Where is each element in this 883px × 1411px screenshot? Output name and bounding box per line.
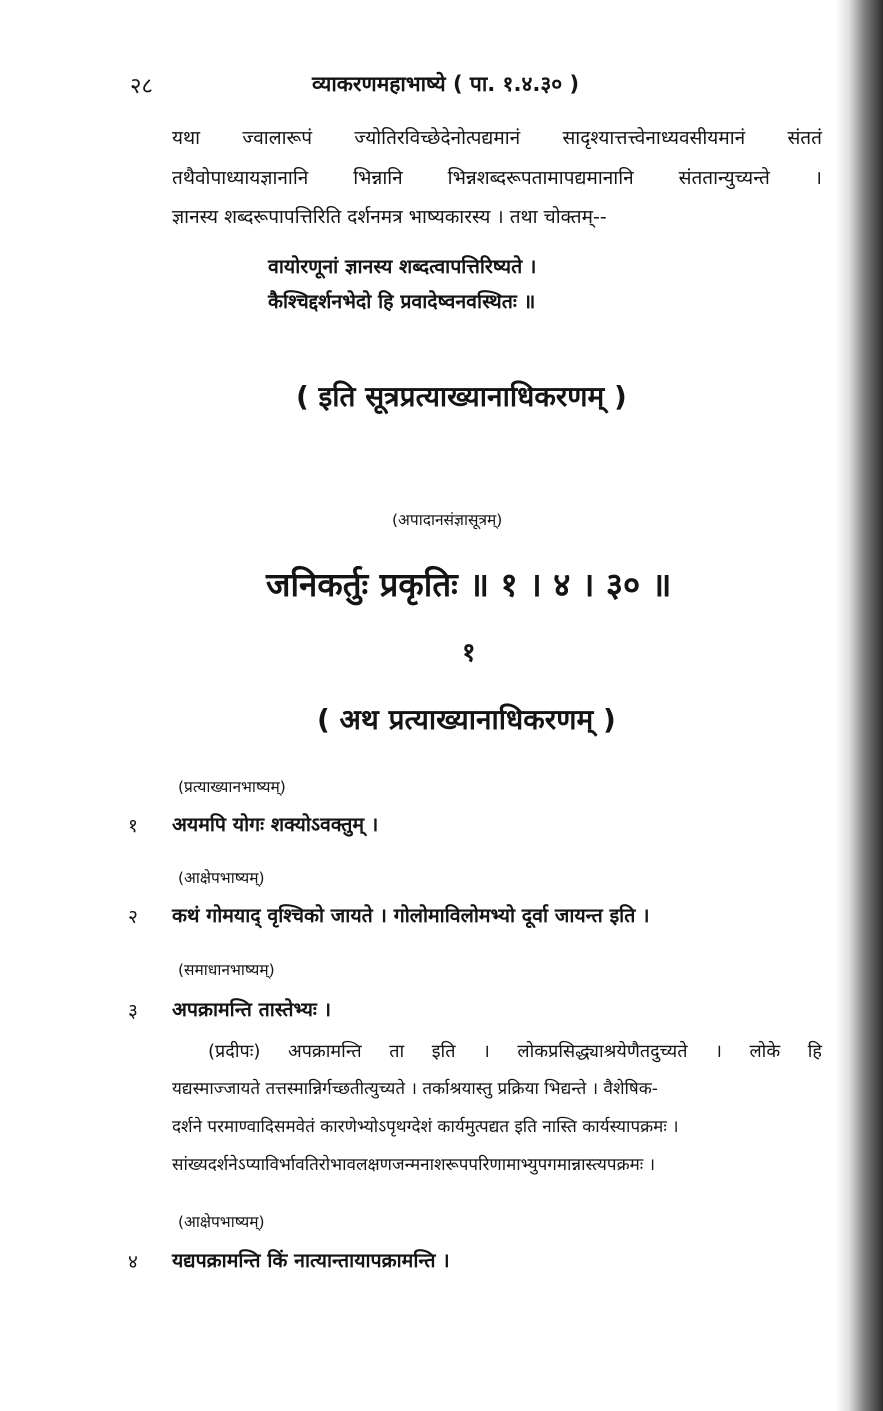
word: ता bbox=[389, 1041, 405, 1062]
verse-line-2: कैश्चिद्दर्शनभेदो हि प्रवादेष्वनवस्थितः ॥ bbox=[268, 290, 536, 313]
word: यथा bbox=[172, 127, 201, 149]
sutra-index: १ bbox=[462, 638, 476, 668]
entry-text: यद्यपक्रामन्ति किं नात्यान्तायापक्रामन्ति । bbox=[172, 1249, 450, 1272]
entry-number: २ bbox=[128, 906, 138, 928]
word: अपक्रामन्ति bbox=[287, 1041, 362, 1062]
entry-text: अयमपि योगः शक्योऽवक्तुम् । bbox=[172, 813, 379, 836]
word: ज्वालारूपं bbox=[242, 127, 313, 149]
intro-line-3 bbox=[172, 203, 822, 229]
verse-line-1: वायोरणूनां ज्ञानस्य शब्दत्वापत्तिरिष्यते । bbox=[268, 255, 537, 278]
sutra-label: (अपादानसंज्ञासूत्रम्) bbox=[392, 511, 503, 529]
word: लोकप्रसिद्ध्याश्रयेणैतदुच्यते bbox=[517, 1041, 688, 1062]
word: भिन्नशब्दरूपतामापद्यमानानि bbox=[447, 167, 634, 189]
entry-number: ४ bbox=[128, 1251, 138, 1273]
word: सादृश्यात्तत्त्वेनाध्यवसीयमानं bbox=[562, 127, 746, 149]
word: भिन्नानि bbox=[353, 167, 403, 189]
entry-label: (आक्षेपभाष्यम्) bbox=[178, 1213, 265, 1231]
word: (प्रदीपः) bbox=[208, 1041, 261, 1062]
section-start-heading: ( अथ प्रत्याख्यानाधिकरणम् ) bbox=[317, 703, 616, 736]
word: लोके bbox=[749, 1041, 781, 1062]
entry-number: १ bbox=[128, 815, 138, 837]
entry-text: कथं गोमयाद् वृश्चिको जायते । गोलोमाविलोमभ्यो दूर्वा जायन्त इति । bbox=[172, 904, 650, 927]
word: । bbox=[483, 1041, 490, 1062]
sutra-title: जनिकर्तुः प्रकृतिः ॥ १ । ४ । ३० ॥ bbox=[266, 565, 672, 604]
scan-page-edge bbox=[835, 0, 883, 1411]
word: हि bbox=[807, 1041, 822, 1062]
word: संततान्युच्यन्ते bbox=[678, 167, 770, 189]
word: संततं bbox=[787, 127, 822, 149]
pradipa-line-1 bbox=[208, 1039, 822, 1063]
word: । bbox=[715, 1041, 722, 1062]
intro-line-2 bbox=[172, 164, 822, 190]
pradipa-line-3: दर्शने परमाण्वादिसमवेतं कारणेभ्योऽपृथग्देशं कार्यमुत्पद्यत इति नास्ति कार्यस्यापक्रमः । bbox=[172, 1117, 679, 1137]
word: ज्योतिरविच्छेदेनोत्पद्यमानं bbox=[354, 127, 521, 149]
entry-number: ३ bbox=[128, 1000, 138, 1022]
pradipa-line-2: यद्यस्माज्जायते तत्तस्मान्निर्गच्छतीत्युच्यते । तर्काश्रयास्तु प्रक्रिया भिद्यन्ते । वैशेषिक- bbox=[172, 1079, 658, 1099]
running-title: व्याकरणमहाभाष्ये ( पा. १.४.३० ) bbox=[312, 72, 580, 96]
entry-label: (समाधानभाष्यम्) bbox=[178, 961, 275, 979]
pradipa-line-4: सांख्यदर्शनेऽप्याविर्भावतिरोभावलक्षणजन्मनाशरूपपरिणामाभ्युपगमान्नास्त्यपक्रमः । bbox=[172, 1155, 656, 1175]
entry-label: (आक्षेपभाष्यम्) bbox=[178, 869, 265, 887]
intro-line-1 bbox=[172, 124, 822, 150]
word: तथैवोपाध्यायज्ञानानि bbox=[172, 167, 309, 189]
entry-label: (प्रत्याख्यानभाष्यम्) bbox=[178, 778, 286, 796]
line-text: ज्ञानस्य शब्दरूपापत्तिरिति दर्शनमत्र भाष्यकारस्य । तथा चोक्तम्-- bbox=[172, 206, 607, 228]
page-number: २८ bbox=[130, 74, 153, 99]
word: । bbox=[814, 167, 822, 189]
word: इति bbox=[431, 1041, 456, 1062]
entry-text: अपक्रामन्ति तास्तेभ्यः । bbox=[172, 998, 332, 1021]
section-end-heading: ( इति सूत्रप्रत्याख्यानाधिकरणम् ) bbox=[296, 380, 627, 413]
